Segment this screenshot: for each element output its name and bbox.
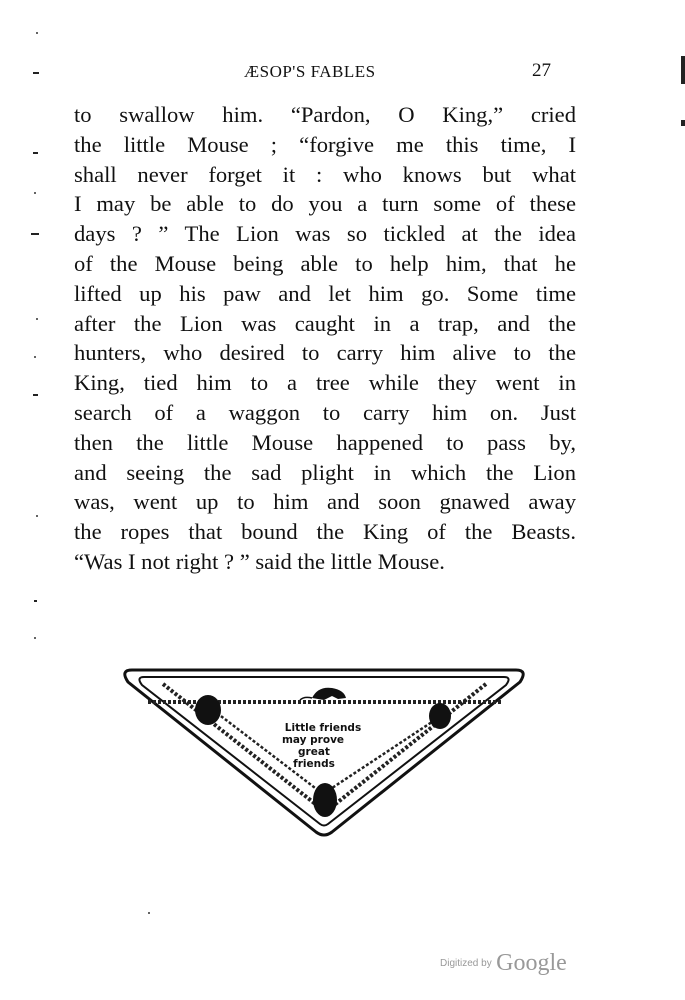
margin-speck [148, 912, 150, 914]
margin-speck [34, 356, 36, 358]
running-title: ÆSOP'S FABLES [244, 62, 376, 81]
fable-text [74, 100, 576, 577]
margin-speck [34, 192, 36, 194]
margin-speck [36, 318, 38, 320]
text-line: of the Mouse being able to help him, that he [74, 250, 576, 276]
emblem-caption-line-1: Little friends [284, 722, 362, 734]
digitized-label: Digitized by [440, 958, 492, 969]
digitized-watermark [440, 950, 567, 977]
text-line: shall never forget it : who knows but what [74, 161, 576, 187]
emblem-caption-line-2: may prove [281, 734, 345, 746]
page-number: 27 [532, 60, 551, 81]
text-line: was, went up to him and soon gnawed away [74, 489, 576, 515]
text-line: I may be able to do you a turn some of these [74, 191, 576, 217]
knot-bottom [313, 783, 337, 817]
page-header [0, 62, 685, 86]
margin-mark [34, 600, 37, 602]
knot-left [195, 695, 221, 725]
text-line: the little Mouse ; “forgive me this time, I [74, 131, 576, 157]
emblem-caption-line-4: friends [293, 758, 335, 770]
margin-mark [31, 233, 39, 235]
text-line: lifted up his paw and let him go. Some time [74, 280, 576, 306]
text-line: and seeing the sad plight in which the Lion [74, 459, 576, 485]
brand-logo: Google [496, 950, 567, 976]
text-line: search of a waggon to carry him on. Just [74, 399, 576, 425]
margin-speck [36, 32, 38, 34]
margin-speck [36, 515, 38, 517]
margin-mark [33, 152, 38, 154]
text-line: then the little Mouse happened to pass by, [74, 429, 576, 455]
margin-mark [33, 394, 38, 396]
text-line: days ? ” The Lion was so tickled at the idea [74, 221, 576, 247]
page-edge-mark [681, 56, 685, 84]
page-edge-mark [681, 120, 685, 126]
rope-diagonal-right [328, 684, 486, 810]
text-line: “Was I not right ? ” said the little Mouse. [74, 548, 445, 574]
text-line: King, tied him to a tree while they went in [74, 370, 576, 396]
text-line: after the Lion was caught in a trap, and the [74, 310, 576, 336]
margin-mark [33, 72, 39, 74]
text-line: to swallow him. “Pardon, O King,” cried [74, 102, 576, 127]
margin-speck [34, 637, 36, 639]
emblem-caption-line-3: great [298, 746, 330, 758]
mouse-figure [312, 688, 346, 700]
text-line: hunters, who desired to carry him alive to the [74, 340, 576, 366]
text-line: the ropes that bound the King of the Beasts. [74, 519, 576, 545]
knot-right [429, 703, 451, 729]
